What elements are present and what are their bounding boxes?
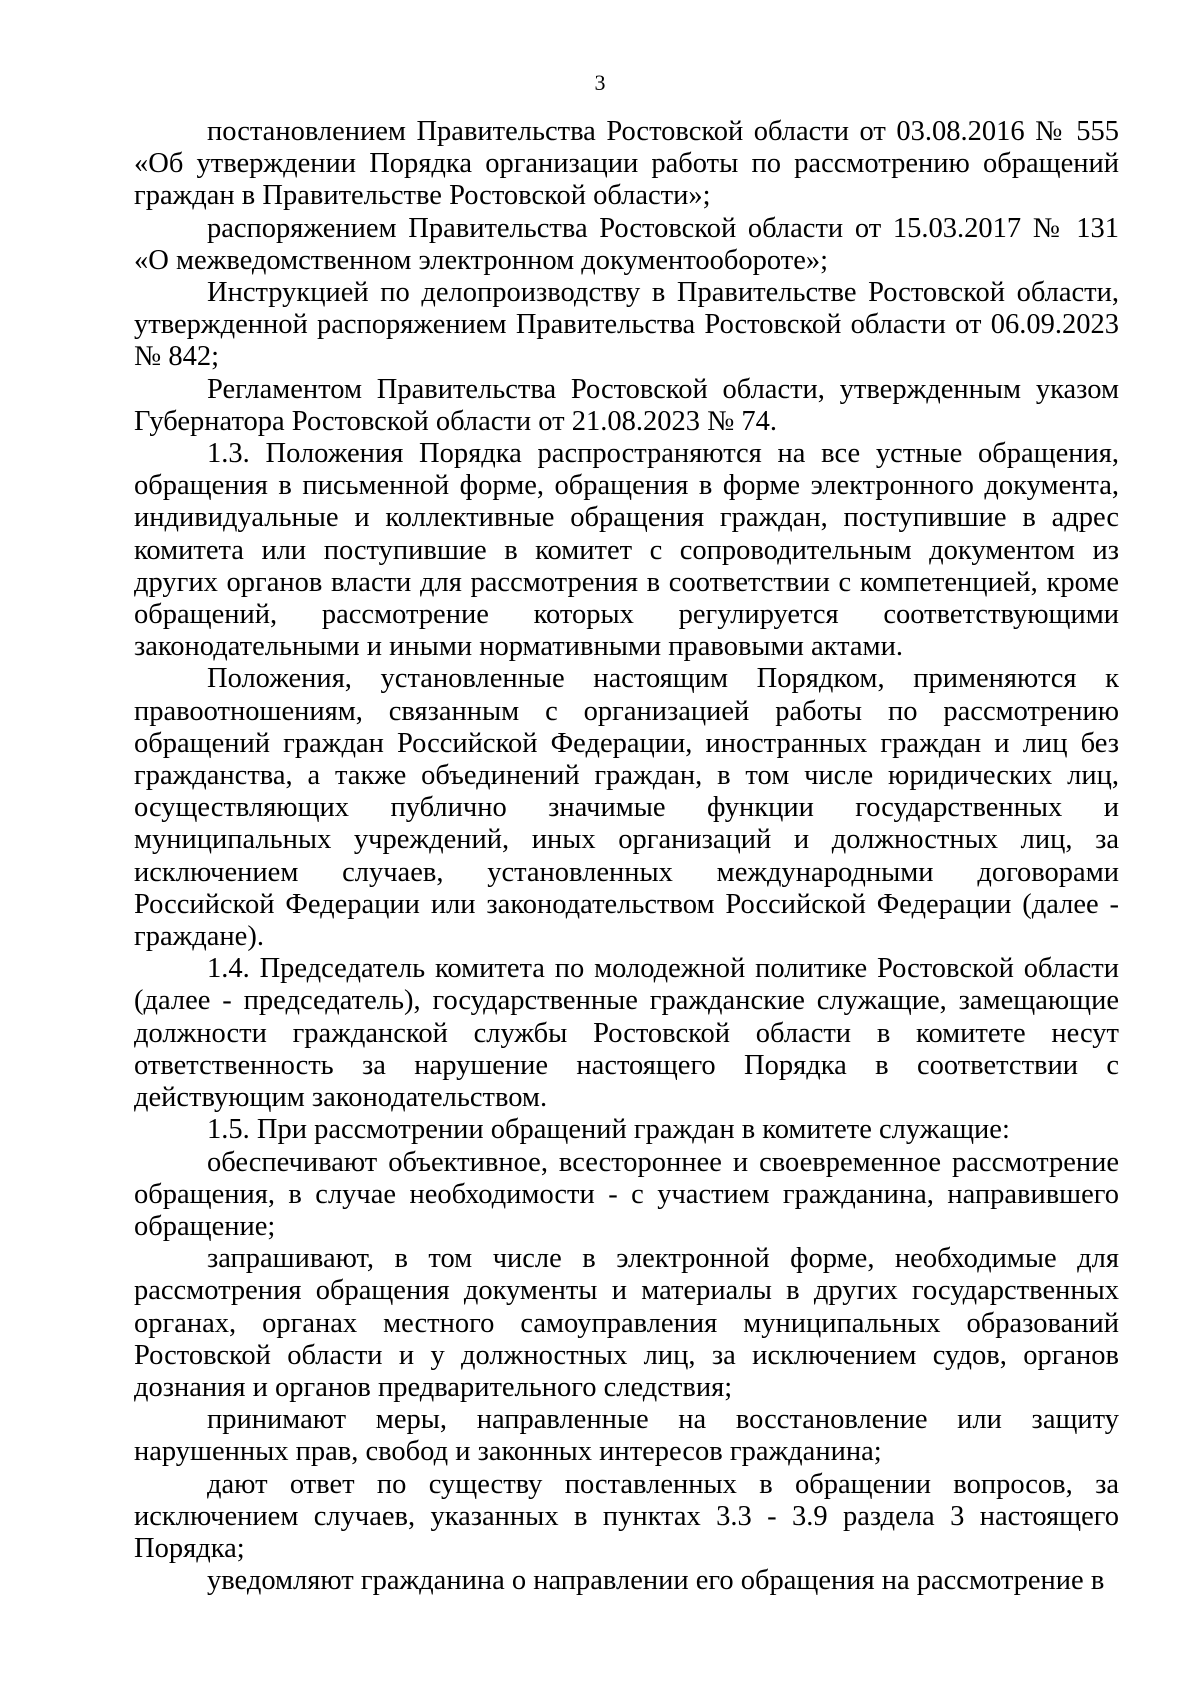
- paragraph-instruction-842: Инструкцией по делопроизводству в Правительстве Ростовской области, утвержденной распоряжением Правительства Ростовской области от 06.09.2023 № 842;: [134, 277, 1119, 373]
- paragraph-1-5: 1.5. При рассмотрении обращений граждан в комитете служащие:: [207, 1114, 1010, 1146]
- paragraph-request-documents: запрашивают, в том числе в электронной форме, необходимые для рассмотрения обращения документы и материалы в других государственных органах, органах местного самоуправления муниципальных образований Ростовской области и у должностных лиц, за исключением судов, органов дознания и органов предварительного следствия;: [134, 1243, 1119, 1403]
- paragraph-1-4: 1.4. Председатель комитета по молодежной политике Ростовской области (далее - председатель), государственные гражданские служащие, замещающие должности гражданской службы Ростовской области в комитете несут ответственность за нарушение настоящего Порядка в соответствии с действующим законодательством.: [134, 953, 1119, 1114]
- paragraph-notify-citizen: уведомляют гражданина о направлении его обращения на рассмотрение в: [207, 1565, 1105, 1597]
- paragraph-take-measures: принимают меры, направленные на восстановление или защиту нарушенных прав, свобод и законных интересов гражданина;: [134, 1404, 1119, 1468]
- page-number: 3: [594, 70, 606, 95]
- paragraph-regulation-74: Регламентом Правительства Ростовской области, утвержденным указом Губернатора Ростовской области от 21.08.2023 № 74.: [134, 373, 1119, 437]
- paragraph-1-3: 1.3. Положения Порядка распространяются на все устные обращения, обращения в письменной форме, обращения в форме электронного документа, индивидуальные и коллективные обращения граждан, поступившие в адрес комитета или поступившие в комитет с сопроводительным документом из других органов власти для рассмотрения в соответствии с компетенцией, кроме обращений, рассмотрение которых регулируется соответствующими законодательными и иными нормативными правовыми актами.: [134, 438, 1119, 663]
- paragraph-give-answer: дают ответ по существу поставленных в обращении вопросов, за исключением случаев, указанных в пунктах 3.3 - 3.9 раздела 3 настоящего Порядка;: [134, 1468, 1119, 1564]
- document-body: [134, 116, 1119, 1597]
- paragraph-order-131: распоряжением Правительства Ростовской области от 15.03.2017 № 131 «О межведомственном электронном документообороте»;: [134, 212, 1119, 276]
- paragraph-scope: Положения, установленные настоящим Порядком, применяются к правоотношениям, связанным с организацией работы по рассмотрению обращений граждан Российской Федерации, иностранных граждан и лиц без гражданства, а также объединений граждан, в том числе юридических лиц, осуществляющих публично значимые функции государственных и муниципальных учреждений, иных организаций и должностных лиц, за исключением случаев, установленных международными договорами Российской Федерации или законодательством Российской Федерации (далее - граждане).: [134, 663, 1119, 953]
- paragraph-decree-555: постановлением Правительства Ростовской области от 03.08.2016 № 555 «Об утверждении Порядка организации работы по рассмотрению обращений граждан в Правительстве Ростовской области»;: [134, 116, 1119, 212]
- paragraph-ensure-review: обеспечивают объективное, всестороннее и своевременное рассмотрение обращения, в случае необходимости - с участием гражданина, направившего обращение;: [134, 1146, 1119, 1242]
